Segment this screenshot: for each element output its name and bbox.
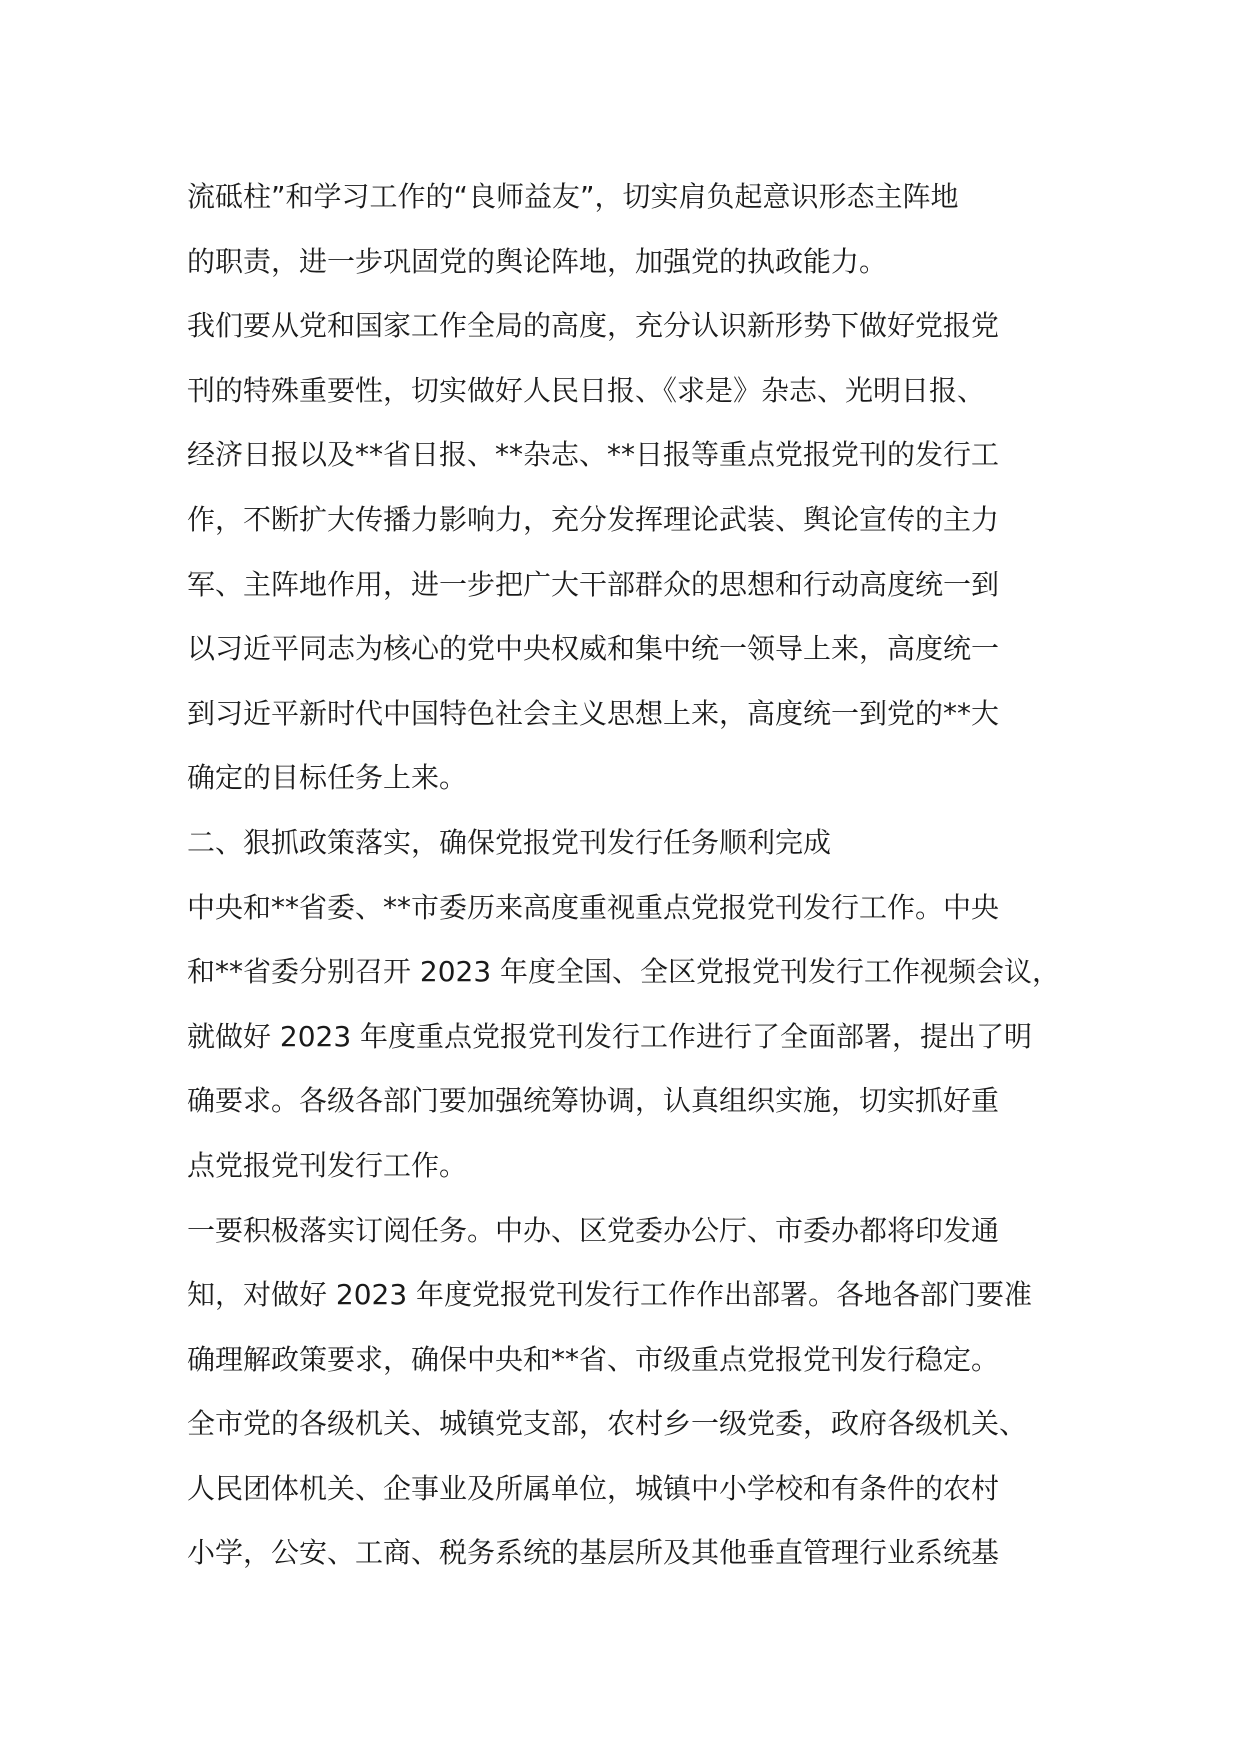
- section-heading: 二、狠抓政策落实，确保党报党刊发行任务顺利完成: [187, 825, 832, 859]
- text-line: 流砥柱”和学习工作的“良师益友”，切实肩负起意识形态主阵地: [187, 180, 959, 213]
- text-line: 知，对做好 2023 年度党报党刊发行工作作出部署。各地各部门要准: [187, 1278, 1033, 1312]
- text-line: 以习近平同志为核心的党中央权威和集中统一领导上来，高度统一: [187, 632, 1000, 666]
- document-body: [187, 165, 1087, 1586]
- text-line: 经济日报以及**省日报、**杂志、**日报等重点党报党刊的发行工: [187, 438, 1000, 472]
- text-line: 的职责，进一步巩固党的舆论阵地，加强党的执政能力。: [187, 244, 888, 278]
- text-line: 我们要从党和国家工作全局的高度，充分认识新形势下做好党报党: [187, 309, 1000, 343]
- text-line: 确理解政策要求，确保中央和**省、市级重点党报党刊发行稳定。: [187, 1342, 1000, 1376]
- text-line: 作，不断扩大传播力影响力，充分发挥理论武装、舆论宣传的主力: [187, 502, 1000, 536]
- text-line: 确定的目标任务上来。: [187, 761, 468, 795]
- text-line: 一要积极落实订阅任务。中办、区党委办公厅、市委办都将印发通: [187, 1213, 1000, 1247]
- text-line: 点党报党刊发行工作。: [187, 1148, 468, 1182]
- text-line: 全市党的各级机关、城镇党支部，农村乡一级党委，政府各级机关、: [187, 1407, 1028, 1441]
- text-line: 和**省委分别召开 2023 年度全国、全区党报党刊发行工作视频会议，: [187, 955, 1061, 989]
- text-line: 确要求。各级各部门要加强统筹协调，认真组织实施，切实抓好重: [187, 1084, 1000, 1118]
- text-line: 小学，公安、工商、税务系统的基层所及其他垂直管理行业系统基: [187, 1536, 1000, 1570]
- text-line: 军、主阵地作用，进一步把广大干部群众的思想和行动高度统一到: [187, 567, 1000, 601]
- text-line: 中央和**省委、**市委历来高度重视重点党报党刊发行工作。中央: [187, 890, 1000, 924]
- text-line: 就做好 2023 年度重点党报党刊发行工作进行了全面部署，提出了明: [187, 1019, 1033, 1053]
- text-line: 人民团体机关、企事业及所属单位，城镇中小学校和有条件的农村: [187, 1471, 1000, 1505]
- text-line: 刊的特殊重要性，切实做好人民日报、《求是》杂志、光明日报、: [187, 373, 986, 407]
- text-line: 到习近平新时代中国特色社会主义思想上来，高度统一到党的**大: [187, 696, 1000, 730]
